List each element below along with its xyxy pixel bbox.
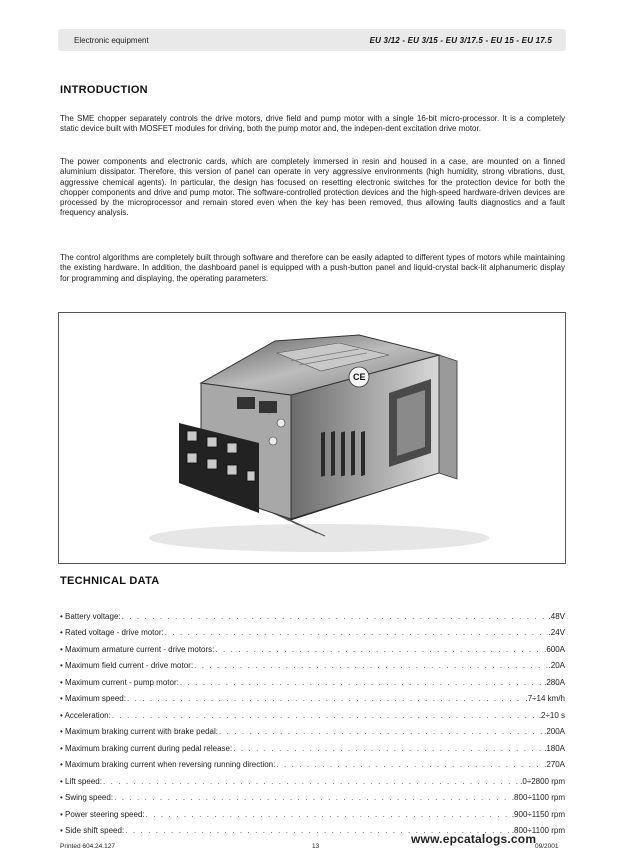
spec-row (60, 769, 565, 786)
spec-label: • Power steering speed: (60, 809, 145, 819)
spec-value: .48V (548, 611, 565, 621)
spec-leader-dots (114, 793, 511, 802)
spec-value: .280A (544, 677, 565, 687)
spec-value: .800÷1100 rpm (511, 826, 565, 835)
intro-paragraph-3: The control algorithms are completely built through software and therefore can be easily adapted to different types of motors while maintaining the existing hardware. In addition, the dashboard panel is equipped with a push-button panel and liquid-crystal back-lit alphanumeric display for programming and displaying, the operating parameters. (60, 253, 565, 283)
spec-leader-dots (233, 744, 543, 753)
spec-value: .7÷14 km/h (525, 694, 565, 703)
spec-value: .270A (544, 760, 565, 769)
spec-leader-dots (112, 711, 538, 720)
spec-leader-dots (276, 760, 543, 769)
spec-label: • Maximum armature current - drive motors: (60, 644, 215, 654)
spec-label: • Side shift speed: (60, 826, 125, 835)
spec-label: • Maximum braking current when reversing running direction: (60, 760, 276, 769)
spec-row (60, 604, 565, 621)
spec-label: • Maximum braking current with brake pedal: (60, 727, 218, 736)
spec-label: • Maximum field current - drive motor: (60, 661, 194, 670)
spec-value: .200A (544, 727, 565, 736)
spec-row (60, 687, 565, 704)
spec-row (60, 654, 565, 671)
spec-label: • Maximum braking current during pedal release: (60, 743, 233, 753)
spec-row (60, 621, 565, 638)
spec-value: .800÷1100 rpm (511, 793, 565, 802)
spec-label: • Battery voltage: (60, 611, 121, 621)
spec-row (60, 753, 565, 770)
spec-leader-dots (219, 727, 543, 736)
spec-row (60, 736, 565, 753)
footer-date: 09/2001 (535, 843, 559, 850)
spec-value: .2÷10 s (538, 710, 565, 720)
spec-label: • Acceleration: (60, 710, 111, 720)
intro-paragraph-2: The power components and electronic cards, which are completely immersed in resin and housed in a case, are mounted on a finned aluminium dissipator. Therefore, this version of panel can operate in very aggressive environments (high humidity, strong vibrations, dust, aggressive chemical agents). In particular, the design has focused on resetting electronic switches for the protection device for both the chopper components and drive and pump motor. The software-controlled protection devices and the high-speed hardware-driven devices are processed by the microprocessor and remain stored even when the key has been removed, thus allowing faults diagnostics and a fault frequency analysis. (60, 157, 565, 218)
header-model-list: EU 3/12 - EU 3/15 - EU 3/17.5 - EU 15 - EU 17.5 (369, 35, 552, 45)
website-watermark: www.epcatalogs.com (411, 832, 537, 846)
spec-leader-dots (122, 612, 548, 621)
spec-row (60, 786, 565, 803)
spec-leader-dots (165, 628, 548, 637)
spec-row (60, 703, 565, 720)
footer-printed-code: Printed 604.24.127 (60, 843, 115, 850)
technical-data-heading: TECHNICAL DATA (60, 575, 160, 587)
spec-label: • Rated voltage - drive motor: (60, 628, 164, 637)
spec-value: .900÷1150 rpm (511, 809, 565, 819)
footer-page-number: 13 (312, 843, 320, 850)
chopper-unit-photo (58, 312, 566, 564)
spec-leader-dots (103, 777, 519, 786)
introduction-heading: INTRODUCTION (60, 84, 148, 96)
spec-label: • Maximum current - pump motor: (60, 677, 179, 687)
spec-value: .0÷2800 rpm (520, 776, 565, 786)
spec-leader-dots (194, 661, 547, 670)
spec-leader-dots (180, 678, 543, 687)
spec-value: .20A (548, 661, 565, 670)
chopper-unit-illustration (59, 313, 565, 563)
intro-paragraph-1: The SME chopper separately controls the drive motors, drive field and pump motor with a single 16-bit micro-processor. It is a completely static device built with MOSFET modules for driving, both the pump motor and, the indepen-dent excitation drive motor. (60, 114, 565, 134)
spec-label: • Maximum speed: (60, 694, 126, 703)
spec-label: • Swing speed: (60, 793, 114, 802)
spec-value: .600A (544, 644, 565, 654)
spec-leader-dots (127, 694, 525, 703)
spec-leader-dots (215, 645, 543, 654)
technical-data-list (60, 604, 565, 835)
ce-mark-label: CE (353, 372, 366, 382)
spec-leader-dots (146, 810, 511, 819)
spec-label: • Lift speed: (60, 776, 102, 786)
header-section-title: Electronic equipment (74, 35, 149, 45)
spec-row (60, 802, 565, 819)
spec-row (60, 637, 565, 654)
spec-row (60, 720, 565, 737)
spec-row (60, 670, 565, 687)
page-header (58, 29, 566, 51)
spec-value: .24V (548, 628, 565, 637)
spec-value: .180A (544, 743, 565, 753)
